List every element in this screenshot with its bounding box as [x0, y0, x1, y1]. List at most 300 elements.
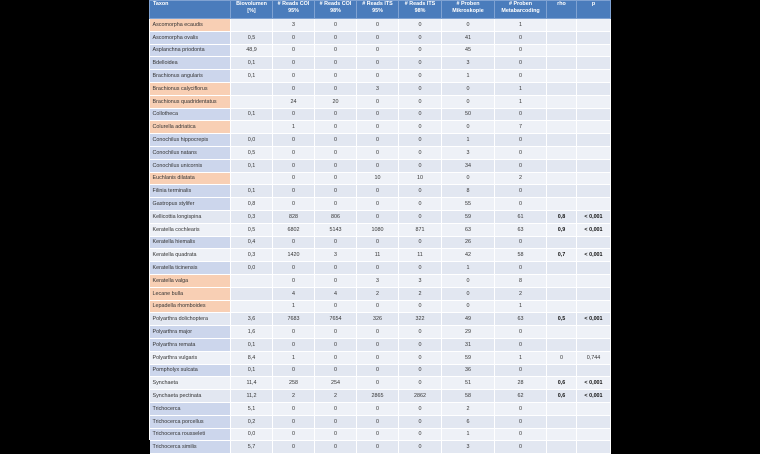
reads-coi-98-cell: 0 [315, 262, 357, 275]
rho-cell [547, 338, 577, 351]
p-cell [577, 326, 611, 339]
p-cell: < 0,001 [577, 377, 611, 390]
reads-coi-98-cell: 0 [315, 428, 357, 441]
table-row [150, 364, 611, 377]
reads-coi-98-cell: 0 [315, 172, 357, 185]
p-cell: < 0,001 [577, 223, 611, 236]
reads-coi-95-cell: 0 [273, 262, 315, 275]
samples-metabarcoding-cell: 1 [495, 95, 547, 108]
table-row [150, 95, 611, 108]
table-row [150, 390, 611, 403]
biovolume-cell: 0,1 [231, 70, 273, 83]
reads-coi-95-cell: 0 [273, 82, 315, 95]
table-row [150, 82, 611, 95]
samples-microscopy-cell: 36 [442, 364, 495, 377]
table-row [150, 134, 611, 147]
taxon-cell: Polyarthra remata [150, 338, 231, 351]
reads-coi-95-cell: 0 [273, 172, 315, 185]
reads-coi-98-cell: 0 [315, 134, 357, 147]
samples-metabarcoding-cell: 0 [495, 57, 547, 70]
biovolume-cell: 8,4 [231, 351, 273, 364]
reads-coi-98-cell: 0 [315, 70, 357, 83]
reads-coi-98-cell: 0 [315, 146, 357, 159]
taxon-cell: Euchlanis dilatata [150, 172, 231, 185]
biovolume-cell: 1,6 [231, 326, 273, 339]
table-row [150, 185, 611, 198]
reads-its-98-cell: 0 [399, 82, 442, 95]
table-row [150, 146, 611, 159]
reads-its-95-cell: 0 [357, 19, 399, 32]
table-row [150, 236, 611, 249]
samples-microscopy-cell: 0 [442, 121, 495, 134]
samples-microscopy-cell: 3 [442, 57, 495, 70]
reads-its-95-cell: 0 [357, 108, 399, 121]
table-row [150, 19, 611, 32]
reads-its-98-cell: 0 [399, 146, 442, 159]
reads-its-98-cell: 0 [399, 262, 442, 275]
table-header-row [150, 1, 611, 19]
samples-metabarcoding-cell: 63 [495, 223, 547, 236]
biovolume-cell: 0,1 [231, 108, 273, 121]
rho-cell [547, 262, 577, 275]
reads-coi-98-cell: 0 [315, 415, 357, 428]
taxon-cell: Keratella ticinensis [150, 262, 231, 275]
table-row [150, 121, 611, 134]
table-row [150, 377, 611, 390]
table-row [150, 415, 611, 428]
table-row [150, 262, 611, 275]
reads-its-95-cell: 2 [357, 287, 399, 300]
samples-metabarcoding-cell: 0 [495, 146, 547, 159]
rho-cell [547, 134, 577, 147]
samples-microscopy-cell: 31 [442, 338, 495, 351]
reads-its-95-cell: 0 [357, 44, 399, 57]
samples-microscopy-cell: 0 [442, 82, 495, 95]
p-cell [577, 44, 611, 57]
table-row [150, 108, 611, 121]
samples-metabarcoding-cell: 0 [495, 338, 547, 351]
rho-cell: 0,9 [547, 223, 577, 236]
p-cell: < 0,001 [577, 390, 611, 403]
reads-its-98-cell: 0 [399, 198, 442, 211]
taxon-cell: Trichocerca porcellus [150, 415, 231, 428]
taxon-cell: Polyarthra dolichoptera [150, 313, 231, 326]
table-row [150, 159, 611, 172]
reads-its-98-cell: 0 [399, 108, 442, 121]
rho-cell [547, 108, 577, 121]
biovolume-cell [231, 82, 273, 95]
reads-its-95-cell: 0 [357, 210, 399, 223]
reads-its-95-cell: 0 [357, 326, 399, 339]
table-row [150, 70, 611, 83]
reads-coi-98-cell: 806 [315, 210, 357, 223]
samples-microscopy-cell: 58 [442, 390, 495, 403]
reads-coi-98-cell: 0 [315, 402, 357, 415]
samples-microscopy-cell: 26 [442, 236, 495, 249]
reads-coi-95-cell: 0 [273, 159, 315, 172]
samples-microscopy-cell: 0 [442, 300, 495, 313]
reads-its-98-cell: 2 [399, 287, 442, 300]
p-cell [577, 95, 611, 108]
reads-coi-95-cell: 1 [273, 300, 315, 313]
samples-microscopy-cell: 1 [442, 70, 495, 83]
p-cell [577, 262, 611, 275]
taxon-cell: Keratella quadrata [150, 249, 231, 262]
samples-metabarcoding-cell: 1 [495, 19, 547, 32]
samples-metabarcoding-cell: 7 [495, 121, 547, 134]
p-cell [577, 198, 611, 211]
biovolume-cell: 0,5 [231, 31, 273, 44]
rho-cell [547, 82, 577, 95]
reads-its-98-cell: 0 [399, 300, 442, 313]
samples-metabarcoding-cell: 0 [495, 364, 547, 377]
reads-its-98-cell: 0 [399, 95, 442, 108]
samples-metabarcoding-cell: 63 [495, 313, 547, 326]
p-cell [577, 70, 611, 83]
reads-coi-98-cell: 0 [315, 19, 357, 32]
samples-microscopy-cell: 0 [442, 95, 495, 108]
reads-coi-95-cell: 3 [273, 19, 315, 32]
taxon-cell: Ascomorpha ecaudis [150, 19, 231, 32]
biovolume-cell: 0,8 [231, 198, 273, 211]
p-cell: < 0,001 [577, 210, 611, 223]
table-row [150, 210, 611, 223]
p-cell [577, 287, 611, 300]
p-cell: 0,744 [577, 351, 611, 364]
reads-its-95-cell: 0 [357, 121, 399, 134]
reads-its-98-cell: 0 [399, 402, 442, 415]
biovolume-cell: 0,4 [231, 236, 273, 249]
samples-metabarcoding-cell: 0 [495, 108, 547, 121]
reads-coi-95-cell: 828 [273, 210, 315, 223]
reads-coi-95-cell: 0 [273, 146, 315, 159]
reads-coi-98-cell: 20 [315, 95, 357, 108]
table-row [150, 287, 611, 300]
reads-its-95-cell: 0 [357, 134, 399, 147]
p-cell [577, 172, 611, 185]
samples-microscopy-cell: 0 [442, 172, 495, 185]
reads-coi-95-cell: 7683 [273, 313, 315, 326]
p-cell [577, 57, 611, 70]
p-cell [577, 441, 611, 454]
reads-coi-98-cell: 7654 [315, 313, 357, 326]
p-cell [577, 159, 611, 172]
reads-coi-95-cell: 24 [273, 95, 315, 108]
reads-coi-98-cell: 0 [315, 326, 357, 339]
reads-its-98-cell: 0 [399, 44, 442, 57]
taxon-cell: Brachionus calyciflorus [150, 82, 231, 95]
rho-cell [547, 287, 577, 300]
reads-its-95-cell: 2865 [357, 390, 399, 403]
biovolume-cell: 11,4 [231, 377, 273, 390]
header-reads-its-98: # Reads ITS 98% [399, 1, 442, 19]
reads-coi-95-cell: 0 [273, 44, 315, 57]
reads-coi-98-cell: 0 [315, 31, 357, 44]
p-cell [577, 185, 611, 198]
reads-coi-95-cell: 0 [273, 274, 315, 287]
samples-microscopy-cell: 0 [442, 19, 495, 32]
reads-coi-98-cell: 254 [315, 377, 357, 390]
reads-its-98-cell: 10 [399, 172, 442, 185]
table-row [150, 351, 611, 364]
rho-cell [547, 236, 577, 249]
rho-cell [547, 428, 577, 441]
reads-its-98-cell: 0 [399, 415, 442, 428]
table-row [150, 44, 611, 57]
samples-microscopy-cell: 34 [442, 159, 495, 172]
taxon-cell: Lepadella rhomboides [150, 300, 231, 313]
reads-its-98-cell: 871 [399, 223, 442, 236]
reads-its-98-cell: 0 [399, 236, 442, 249]
samples-metabarcoding-cell: 0 [495, 415, 547, 428]
samples-metabarcoding-cell: 2 [495, 287, 547, 300]
taxon-cell: Conochilus natans [150, 146, 231, 159]
p-cell [577, 121, 611, 134]
table-body [150, 19, 611, 454]
samples-metabarcoding-cell: 28 [495, 377, 547, 390]
taxon-cell: Trichocerca [150, 402, 231, 415]
reads-its-95-cell: 0 [357, 338, 399, 351]
reads-coi-95-cell: 0 [273, 326, 315, 339]
taxon-cell: Asplanchna priodonta [150, 44, 231, 57]
rho-cell [547, 44, 577, 57]
reads-coi-95-cell: 0 [273, 108, 315, 121]
reads-coi-95-cell: 0 [273, 57, 315, 70]
reads-its-95-cell: 0 [357, 262, 399, 275]
samples-microscopy-cell: 42 [442, 249, 495, 262]
table-row [150, 428, 611, 441]
biovolume-cell: 0,3 [231, 210, 273, 223]
samples-metabarcoding-cell: 1 [495, 82, 547, 95]
rho-cell: 0,5 [547, 313, 577, 326]
samples-microscopy-cell: 1 [442, 134, 495, 147]
biovolume-cell: 0,5 [231, 146, 273, 159]
header-taxon: Taxon [150, 1, 231, 19]
reads-coi-95-cell: 6802 [273, 223, 315, 236]
taxon-cell: Trichocerca similis [150, 441, 231, 454]
p-cell [577, 428, 611, 441]
reads-coi-98-cell: 0 [315, 185, 357, 198]
reads-its-98-cell: 0 [399, 159, 442, 172]
reads-its-95-cell: 0 [357, 198, 399, 211]
samples-microscopy-cell: 3 [442, 146, 495, 159]
reads-its-95-cell: 0 [357, 236, 399, 249]
biovolume-cell: 3,6 [231, 313, 273, 326]
samples-metabarcoding-cell: 61 [495, 210, 547, 223]
reads-coi-98-cell: 4 [315, 287, 357, 300]
reads-its-95-cell: 0 [357, 377, 399, 390]
samples-metabarcoding-cell: 0 [495, 262, 547, 275]
samples-metabarcoding-cell: 1 [495, 351, 547, 364]
samples-microscopy-cell: 41 [442, 31, 495, 44]
samples-microscopy-cell: 1 [442, 428, 495, 441]
p-cell [577, 300, 611, 313]
taxon-cell: Conochilus unicornis [150, 159, 231, 172]
biovolume-cell [231, 95, 273, 108]
p-cell [577, 108, 611, 121]
reads-coi-95-cell: 0 [273, 31, 315, 44]
reads-coi-98-cell: 5143 [315, 223, 357, 236]
reads-coi-95-cell: 1420 [273, 249, 315, 262]
biovolume-cell: 0,0 [231, 134, 273, 147]
reads-its-98-cell: 0 [399, 364, 442, 377]
biovolume-cell: 0,1 [231, 338, 273, 351]
p-cell [577, 31, 611, 44]
reads-coi-98-cell: 0 [315, 82, 357, 95]
reads-its-95-cell: 3 [357, 274, 399, 287]
taxon-cell: Keratella cochlearis [150, 223, 231, 236]
biovolume-cell [231, 300, 273, 313]
rho-cell [547, 441, 577, 454]
rho-cell: 0,6 [547, 377, 577, 390]
table-row [150, 326, 611, 339]
reads-its-98-cell: 3 [399, 274, 442, 287]
p-cell [577, 364, 611, 377]
header-reads-its-95: # Reads ITS 95% [357, 1, 399, 19]
table-row [150, 249, 611, 262]
biovolume-cell: 0,3 [231, 249, 273, 262]
taxon-cell: Brachionus quadridentatus [150, 95, 231, 108]
header-p: p [577, 1, 611, 19]
reads-coi-95-cell: 0 [273, 402, 315, 415]
samples-microscopy-cell: 8 [442, 185, 495, 198]
rho-cell [547, 326, 577, 339]
rho-cell: 0,7 [547, 249, 577, 262]
samples-metabarcoding-cell: 1 [495, 300, 547, 313]
reads-coi-95-cell: 1 [273, 351, 315, 364]
reads-its-98-cell: 11 [399, 249, 442, 262]
biovolume-cell: 0,5 [231, 223, 273, 236]
rho-cell [547, 415, 577, 428]
reads-its-98-cell: 322 [399, 313, 442, 326]
taxon-cell: Colurella adriatica [150, 121, 231, 134]
header-reads-coi-95: # Reads COI 95% [273, 1, 315, 19]
reads-coi-98-cell: 0 [315, 159, 357, 172]
reads-coi-98-cell: 0 [315, 338, 357, 351]
rho-cell [547, 274, 577, 287]
samples-metabarcoding-cell: 0 [495, 402, 547, 415]
samples-microscopy-cell: 6 [442, 415, 495, 428]
rho-cell [547, 121, 577, 134]
p-cell [577, 274, 611, 287]
p-cell [577, 19, 611, 32]
reads-its-95-cell: 0 [357, 31, 399, 44]
reads-its-95-cell: 0 [357, 159, 399, 172]
reads-its-98-cell: 0 [399, 441, 442, 454]
reads-its-95-cell: 0 [357, 95, 399, 108]
biovolume-cell: 0,1 [231, 159, 273, 172]
samples-metabarcoding-cell: 62 [495, 390, 547, 403]
reads-its-95-cell: 0 [357, 364, 399, 377]
taxon-cell: Gastropus stylifer [150, 198, 231, 211]
reads-its-98-cell: 0 [399, 134, 442, 147]
rho-cell [547, 364, 577, 377]
rho-cell [547, 172, 577, 185]
header-samples-microscopy: # Proben Mikroskopie [442, 1, 495, 19]
reads-its-98-cell: 0 [399, 351, 442, 364]
biovolume-cell [231, 121, 273, 134]
reads-coi-98-cell: 0 [315, 236, 357, 249]
rho-cell [547, 300, 577, 313]
reads-coi-98-cell: 0 [315, 44, 357, 57]
samples-metabarcoding-cell: 0 [495, 31, 547, 44]
biovolume-cell: 0,2 [231, 415, 273, 428]
reads-its-95-cell: 0 [357, 146, 399, 159]
reads-coi-98-cell: 0 [315, 441, 357, 454]
reads-its-95-cell: 1080 [357, 223, 399, 236]
samples-metabarcoding-cell: 0 [495, 441, 547, 454]
reads-coi-98-cell: 2 [315, 390, 357, 403]
reads-its-95-cell: 0 [357, 185, 399, 198]
reads-its-95-cell: 11 [357, 249, 399, 262]
taxon-cell: Synchaeta [150, 377, 231, 390]
reads-its-98-cell: 2862 [399, 390, 442, 403]
rho-cell: 0 [547, 351, 577, 364]
biovolume-cell: 5,7 [231, 441, 273, 454]
taxon-cell: Pompholyx sulcata [150, 364, 231, 377]
reads-its-95-cell: 3 [357, 82, 399, 95]
header-reads-coi-98: # Reads COI 98% [315, 1, 357, 19]
rho-cell [547, 198, 577, 211]
p-cell [577, 134, 611, 147]
reads-its-95-cell: 0 [357, 441, 399, 454]
samples-microscopy-cell: 3 [442, 441, 495, 454]
reads-coi-98-cell: 0 [315, 300, 357, 313]
taxon-cell: Keratella valga [150, 274, 231, 287]
reads-its-98-cell: 0 [399, 185, 442, 198]
taxon-cell: Ascomorpha ovalis [150, 31, 231, 44]
rho-cell [547, 402, 577, 415]
p-cell [577, 415, 611, 428]
rho-cell [547, 19, 577, 32]
p-cell [577, 146, 611, 159]
reads-its-95-cell: 0 [357, 415, 399, 428]
rho-cell [547, 95, 577, 108]
reads-coi-95-cell: 0 [273, 441, 315, 454]
reads-coi-95-cell: 0 [273, 185, 315, 198]
reads-coi-98-cell: 0 [315, 364, 357, 377]
samples-metabarcoding-cell: 0 [495, 198, 547, 211]
p-cell: < 0,001 [577, 313, 611, 326]
samples-metabarcoding-cell: 0 [495, 44, 547, 57]
samples-microscopy-cell: 0 [442, 287, 495, 300]
taxon-cell: Polyarthra vulgaris [150, 351, 231, 364]
reads-coi-98-cell: 0 [315, 198, 357, 211]
taxon-cell: Trichocerca rousseleti [150, 428, 231, 441]
reads-its-95-cell: 0 [357, 428, 399, 441]
samples-metabarcoding-cell: 0 [495, 428, 547, 441]
reads-coi-98-cell: 0 [315, 108, 357, 121]
rotifer-table-page [149, 0, 610, 451]
p-cell: < 0,001 [577, 249, 611, 262]
reads-coi-98-cell: 0 [315, 351, 357, 364]
biovolume-cell [231, 172, 273, 185]
header-biovolume: Biovolumen [%] [231, 1, 273, 19]
samples-metabarcoding-cell: 0 [495, 159, 547, 172]
taxon-cell: Filinia terminalis [150, 185, 231, 198]
rho-cell [547, 57, 577, 70]
taxon-cell: Brachionus angularis [150, 70, 231, 83]
samples-metabarcoding-cell: 2 [495, 172, 547, 185]
samples-metabarcoding-cell: 58 [495, 249, 547, 262]
samples-microscopy-cell: 55 [442, 198, 495, 211]
table-row [150, 338, 611, 351]
reads-its-98-cell: 0 [399, 326, 442, 339]
reads-coi-95-cell: 0 [273, 236, 315, 249]
p-cell [577, 338, 611, 351]
biovolume-cell: 48,9 [231, 44, 273, 57]
p-cell [577, 402, 611, 415]
